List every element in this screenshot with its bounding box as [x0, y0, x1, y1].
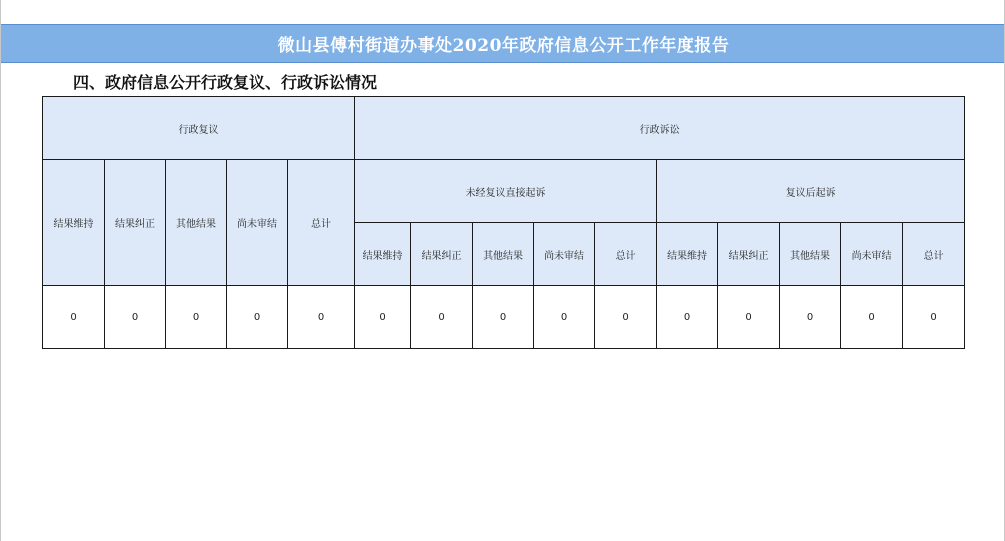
value-cell: 0: [657, 286, 718, 349]
direct-suit-col-upheld: 结果维持: [355, 223, 411, 286]
value-cell: 0: [903, 286, 965, 349]
direct-suit-col-pending: 尚未审结: [534, 223, 595, 286]
after-review-suit-header: 复议后起诉: [657, 160, 965, 223]
after-review-col-corrected: 结果纠正: [718, 223, 780, 286]
review-litigation-table: [42, 96, 965, 349]
value-cell: 0: [411, 286, 473, 349]
section-heading: 四、政府信息公开行政复议、行政诉讼情况: [73, 73, 378, 92]
value-cell: 0: [43, 286, 105, 349]
admin-review-col-upheld: 结果维持: [43, 160, 105, 286]
title-bar: [1, 24, 1005, 63]
litigation-header: 行政诉讼: [355, 97, 965, 160]
report-title: 微山县傅村街道办事处2020年政府信息公开工作年度报告: [277, 36, 730, 56]
value-cell: 0: [718, 286, 780, 349]
after-review-col-total: 总计: [903, 223, 965, 286]
value-cell: 0: [166, 286, 227, 349]
value-cell: 0: [227, 286, 288, 349]
direct-suit-header: 未经复议直接起诉: [355, 160, 657, 223]
admin-review-col-total: 总计: [288, 160, 355, 286]
admin-review-header: 行政复议: [43, 97, 355, 160]
direct-suit-col-other: 其他结果: [473, 223, 534, 286]
value-cell: 0: [473, 286, 534, 349]
after-review-col-upheld: 结果维持: [657, 223, 718, 286]
value-cell: 0: [288, 286, 355, 349]
header-row-1: [43, 97, 965, 160]
after-review-col-pending: 尚未审结: [841, 223, 903, 286]
header-row-2: [43, 160, 965, 223]
admin-review-col-other: 其他结果: [166, 160, 227, 286]
admin-review-col-pending: 尚未审结: [227, 160, 288, 286]
value-cell: 0: [595, 286, 657, 349]
direct-suit-col-total: 总计: [595, 223, 657, 286]
value-cell: 0: [841, 286, 903, 349]
after-review-col-other: 其他结果: [780, 223, 841, 286]
value-cell: 0: [780, 286, 841, 349]
value-row: [43, 286, 965, 349]
value-cell: 0: [534, 286, 595, 349]
value-cell: 0: [355, 286, 411, 349]
direct-suit-col-corrected: 结果纠正: [411, 223, 473, 286]
admin-review-col-corrected: 结果纠正: [105, 160, 166, 286]
value-cell: 0: [105, 286, 166, 349]
